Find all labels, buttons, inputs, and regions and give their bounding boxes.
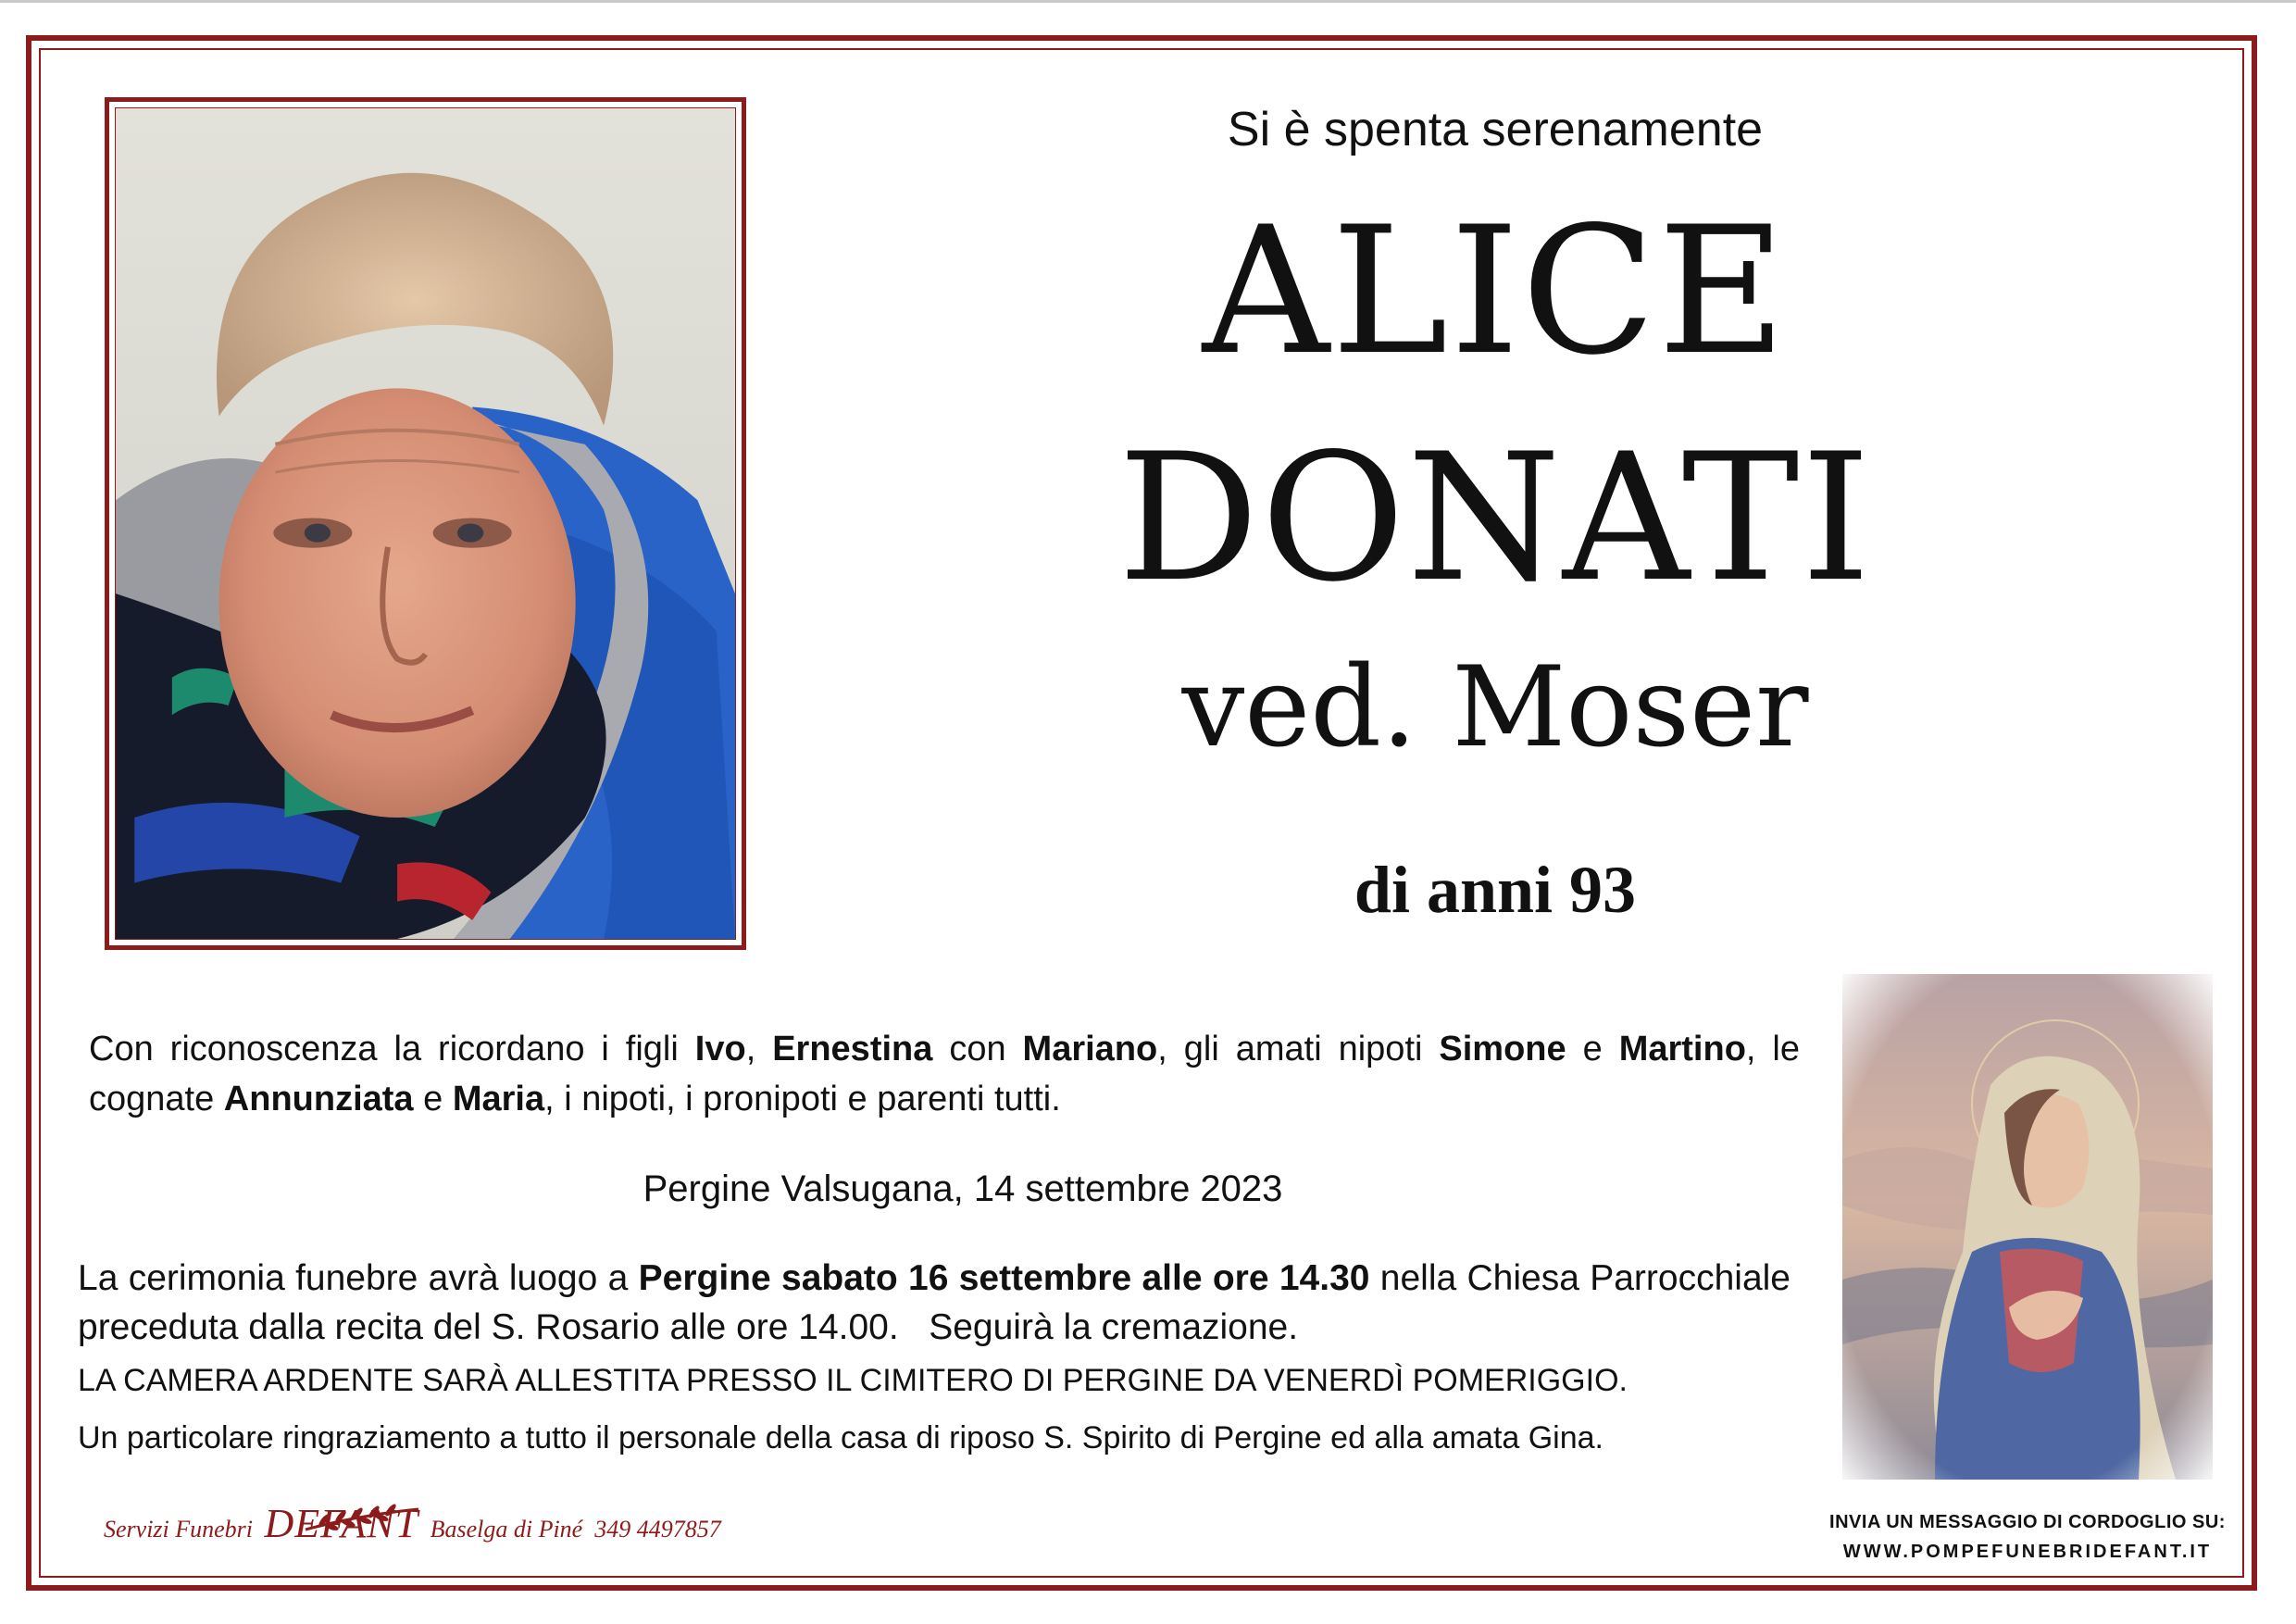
- chapel-notice: LA CAMERA ARDENTE SARÀ ALLESTITA PRESSO IL CIMITERO DI PERGINE DA VENERDÌ POMERIGGIO.: [78, 1363, 1628, 1398]
- condolence-label: INVIA UN MESSAGGIO DI CORDOGLIO SU:: [1829, 1512, 2226, 1532]
- first-name: ALICE: [1202, 189, 1789, 394]
- text-run: La cerimonia funebre avrà luogo a: [78, 1258, 639, 1298]
- widow-of: ved. Moser: [1181, 643, 1809, 772]
- family-paragraph: [89, 1024, 1800, 1124]
- text-run: e: [1566, 1030, 1619, 1068]
- name-maria: Maria: [452, 1080, 545, 1118]
- ceremony-paragraph: [78, 1254, 1801, 1352]
- top-rule: [0, 0, 2296, 3]
- text-run: con: [932, 1030, 1023, 1068]
- name-mariano: Mariano: [1022, 1030, 1158, 1068]
- text-run: , le cognate: [89, 1030, 1801, 1118]
- madonna-picture: [1842, 974, 2213, 1480]
- portrait-photo: [105, 97, 746, 950]
- text-run: , i nipoti, i pronipoti e parenti tutti.: [544, 1080, 1061, 1118]
- intro-text: Si è spenta serenamente: [1227, 103, 1764, 156]
- phone-number: 349 4497857: [594, 1516, 721, 1543]
- name-martino: Martino: [1618, 1030, 1746, 1068]
- name-annunziata: Annunziata: [223, 1080, 414, 1118]
- place-date: Pergine Valsugana, 14 settembre 2023: [643, 1168, 1283, 1209]
- website-link[interactable]: WWW.POMPEFUNEBRIDEFANT.IT: [1842, 1542, 2213, 1562]
- text-run: ,: [745, 1030, 773, 1068]
- services-label: Servizi Funebri: [104, 1516, 254, 1543]
- text-run: e: [413, 1080, 453, 1118]
- text-run: Con riconoscenza la ricordano i figli: [89, 1030, 695, 1068]
- last-name: DONATI: [1117, 416, 1873, 620]
- funeral-service-credit: [104, 1500, 721, 1547]
- name-ivo: Ivo: [694, 1030, 746, 1068]
- thanks-text: Un particolare ringraziamento a tutto il personale della casa di riposo S. Spirito di Pergine ed alla amata Gina.: [78, 1420, 1604, 1455]
- portrait-image: [116, 108, 735, 939]
- age-text: di anni 93: [1354, 853, 1637, 927]
- ceremony-datetime: Pergine sabato 16 settembre alle ore 14.30: [638, 1258, 1370, 1298]
- condolence-box: [1805, 1507, 2250, 1567]
- location-label: Baselga di Piné: [430, 1516, 583, 1543]
- name-ernestina: Ernestina: [772, 1030, 933, 1068]
- text-run: , gli amati nipoti: [1157, 1030, 1440, 1068]
- brand-name: DEFANT: [264, 1501, 419, 1546]
- text-run: nella Chiesa Parrocchiale preceduta dalla recita del S. Rosario alle ore 14.00. Seguirà la cremazione.: [78, 1258, 1801, 1347]
- name-simone: Simone: [1439, 1030, 1566, 1068]
- madonna-image: [1842, 974, 2213, 1480]
